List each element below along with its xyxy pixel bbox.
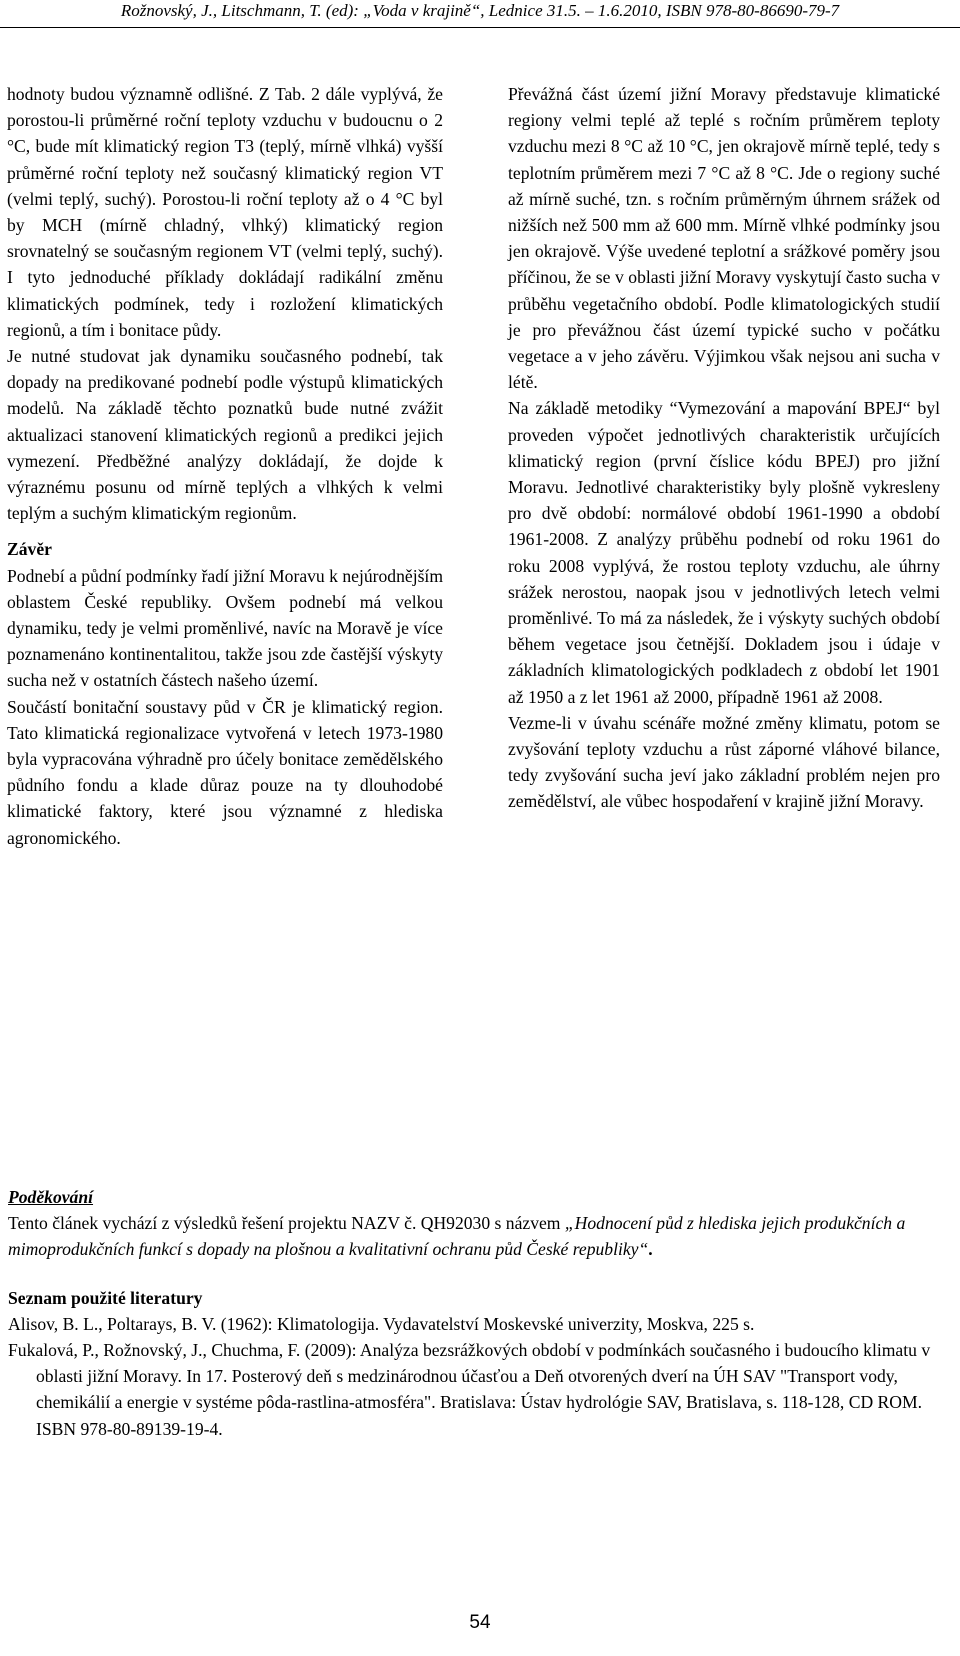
conclusion-heading: Závěr	[7, 539, 52, 560]
reference-item: Fukalová, P., Rožnovský, J., Chuchma, F. (2009): Analýza bezsrážkových období v podmínkách současného i budoucího klimatu v oblasti jižní Moravy. In 17. Posterový deň s medzinárodnou účasťou a Deň otvorených dverí na ÚH SAV "Transport vody, chemikálií a energie v systéme pôda-rastlina-atmosféra". Bratislava: Ústav hydrológie SAV, Bratislava, s. 118-128, CD ROM. ISBN 978-80-89139-19-4.	[8, 1340, 931, 1439]
left-column	[7, 81, 443, 851]
right-column	[508, 81, 940, 815]
conclusion-paragraph: Součástí bonitační soustavy půd v ČR je klimatický region. Tato klimatická regionalizace vytvořená v letech 1973-1980 byla vypracována výhradně pro účely bonitace zemědělského půdního fondu a klade důraz pouze na ty dlouhodobé klimatické faktory, které jsou významné z hlediska agronomického.	[7, 696, 443, 848]
body-paragraph: Je nutné studovat jak dynamiku současného podnebí, tak dopady na predikované podnebí podle výstupů klimatických modelů. Na základě těchto poznatků bude nutné zvážit aktualizaci stanovení klimatických regionů a predikci jejich vymezení. Předběžné analýzy dokládají, že dojde k výraznému posunu od mírně teplých a vlhkých k velmi teplým a suchým klimatickým regionům.	[7, 346, 443, 524]
acknowledgement-text	[8, 1210, 936, 1262]
body-paragraph: Převážná část území jižní Moravy představuje klimatické regiony velmi teplé až teplé s ročním průměrem teploty vzduchu mezi 8 °C až 10 °C, jen okrajově mírně teplé, tedy s teplotním průměrem mezi 7 °C až 8 °C. Jde o regiony suché až mírně suché, tzn. s ročním průměrným úhrnem srážek od nižších než 500 mm až 600 mm. Mírně vlhké podmínky jsou jen okrajově. Výše uvedené teplotní a srážkové poměry jsou příčinou, že se v oblasti jižní Moravy vyskytují často sucha v průběhu vegetačního období. Podle klimatologických studií je pro převážnou část území typické sucho v počátku vegetace a v jeho závěru. Výjimkou však nejsou ani sucha v létě.	[508, 84, 940, 393]
body-paragraph: Vezme-li v úvahu scénáře možné změny klimatu, potom se zvyšování teploty vzduchu a růst záporné vláhové bilance, tedy zvyšování sucha jeví jako základní problém nejen pro zemědělství, ale vůbec hospodaření v krajině jižní Moravy.	[508, 712, 940, 812]
body-paragraph: Na základě metodiky “Vymezování a mapování BPEJ“ byl proveden výpočet jednotlivých charakteristik určujících klimatický region (první číslice kódu BPEJ) pro jižní Moravu. Jednotlivé charakteristiky byly plošně vykresleny pro dvě období: normálové období 1961-1990 a období 1961-2008. Z analýzy průběhu podnebí od roku 1961 do roku 2008 vyplývá, že rostou teploty vzduchu, ale úhrny srážek nerostou, naopak jsou v jednotlivých letech velmi proměnlivé. To má za následek, že i výskyty suchých období během vegetace jsou četnější. Dokladem jsou i údaje v základních klimatologických podkladech z období let 1901 až 1950 a z let 1961 až 2000, případně 1961 až 2008.	[508, 398, 940, 707]
back-matter	[8, 1184, 936, 1442]
acknowledgement-heading: Poděkování	[8, 1187, 94, 1207]
acknowledgement-end: .	[648, 1239, 653, 1260]
body-paragraph: hodnoty budou významně odlišné. Z Tab. 2 dále vyplývá, že porostou-li průměrné roční teploty vzduchu v budoucnu o 2 °C, bude mít klimatický region T3 (teplý, mírně vlhká) vyšší průměrné roční teploty než současný klimatický region VT (velmi teplý, suchý). Porostou-li roční teploty až o 4 °C byl by MCH (mírně chladný, vlhký) klimatický region srovnatelný se současným regionem VT (velmi teplý, suchý). I tyto jednoduché příklady dokládají radikální změnu klimatických podmínek, tedy i rozložení klimatických regionů, a tím i bonitace půdy.	[7, 84, 443, 340]
acknowledgement-intro: Tento článek vychází z výsledků řešení projektu NAZV č. QH92030 s názvem	[8, 1213, 565, 1234]
header-rule	[0, 27, 960, 28]
references-heading: Seznam použité literatury	[8, 1287, 203, 1308]
project-title: „Hodnocení půd z hlediska jejich produkčních a mimoprodukčních funkcí s dopady na plošnou a kvalitativní ochranu půd České republiky“	[8, 1213, 906, 1260]
running-header: Rožnovský, J., Litschmann, T. (ed): „Voda v krajině“, Lednice 31.5. – 1.6.2010, ISBN 978-80-86690-79-7	[120, 1, 840, 20]
page-number: 54	[469, 1612, 491, 1633]
reference-item: Alisov, B. L., Poltarays, B. V. (1962): Klimatologija. Vydavatelství Moskevské univerzity, Moskva, 225 s.	[8, 1313, 755, 1334]
conclusion-paragraph: Podnebí a půdní podmínky řadí jižní Moravu k nejúrodnějším oblastem České republiky. Ovšem podnebí má velkou dynamiku, tedy je velmi proměnlivé, navíc na Moravě je více poznamenáno kontinentalitou, takže jsou zde častější výskyty sucha než v ostatních částech našeho území.	[7, 565, 443, 691]
